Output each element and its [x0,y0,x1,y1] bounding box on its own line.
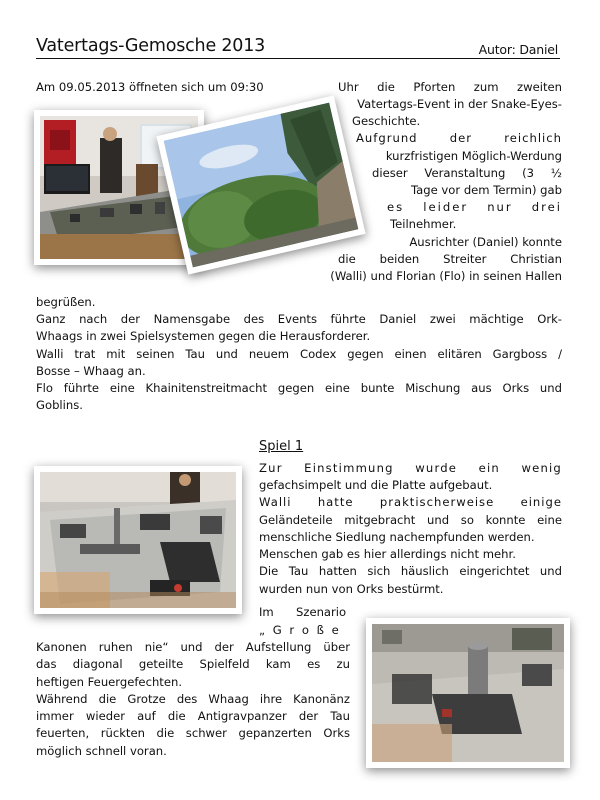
photo-garden-image [164,103,359,268]
intro-text-line: Tage vor dem Termin) gab [410,183,562,197]
photo-tower-model-image [372,624,564,762]
intro-text-line: begrüßen. [36,295,96,309]
spiel1-text-line: möglich schnell voran. [36,744,167,758]
spiel1-text-line: das diagonal geteilte Spielfeld kam es zu [36,657,350,671]
author-label: Autor: Daniel [478,42,558,57]
intro-text-line: kurzfristigen Möglich-Werdung [385,149,562,163]
spiel1-szenario-b: Szenario [296,605,347,619]
intro-text-line: Goblins. [36,398,83,412]
intro-text-line: Flo führte eine Khainitenstreitmacht gegen eine bunte Mischung aus Orks und [36,381,562,395]
spiel1-text-line: gefachsimpelt und die Platte aufgebaut. [259,478,493,492]
photo-game-table [34,466,242,614]
intro-text-line: Bosse – Whaag an. [36,364,146,378]
spiel1-quote-open: „ G r o ß e [259,623,341,637]
spiel1-text-line: immer wieder auf die Antigravpanzer der Tau [36,709,350,723]
intro-text-line: Aufgrund der reichlich [356,131,562,145]
intro-text-line: dieser Veranstaltung (3 ½ [372,166,562,180]
intro-line-right: Uhr die Pforten zum zweiten [338,80,562,94]
intro-text-line: (Walli) und Florian (Flo) in seinen Hallen [330,269,562,283]
photo-game-table-image [40,472,236,608]
spiel1-text-line: Die Tau hatten sich häuslich eingerichtet und [259,564,562,578]
spiel1-text-line: Geländeteile mitgebracht und so konnte eine [259,513,562,527]
spiel1-text-line: Walli hatte praktischerweise einige [259,495,562,509]
spiel1-text-line: Zur Einstimmung wurde ein wenig [259,461,562,475]
intro-text-line: Teilnehmer. [390,217,457,231]
intro-line-left: Am 09.05.2013 öffneten sich um 09:30 [36,80,264,94]
spiel1-text-line: wurden nun von Orks bestürmt. [259,582,444,596]
page-title-bar [36,36,560,59]
photo-tower-model [366,618,570,768]
spiel1-text-line: menschliche Siedlung nachempfunden werden. [259,530,535,544]
spiel1-text-line: heftigen Feuergefechten. [36,675,183,689]
intro-text-line: die beiden Streiter Christian [338,252,562,266]
spiel1-text-line: Kanonen ruhen nie“ und der Aufstellung über [36,640,350,654]
intro-text-line: Walli trat mit seinen Tau und neuem Codex gegen einen elitären Gargboss / [36,347,562,361]
intro-text-line: es leider nur drei [387,200,562,214]
intro-text-line: Ausrichter (Daniel) konnte [409,235,562,249]
page-title: Vatertags-Gemosche 2013 [36,36,266,56]
intro-text-line: Ganz nach der Namensgabe des Events führte Daniel zwei mächtige Ork- [36,312,562,326]
spiel1-text-line: feuerten, rückten die schwer gepanzerten Orks [36,726,350,740]
intro-text-line: Geschichte. [352,114,421,128]
spiel1-text-line: Menschen gab es hier allerdings nicht mehr. [259,547,516,561]
section-heading-spiel-1: Spiel 1 [259,439,304,454]
spiel1-szenario-a: Im [259,605,274,619]
intro-text-line: Vatertags-Event in der Snake-Eyes- [357,97,562,111]
spiel1-text-line: Während die Grotze des Whaag ihre Kanonänz [36,692,350,706]
intro-text-line: Whaags in zwei Spielsystemen gegen die Herausforderer. [36,329,371,343]
